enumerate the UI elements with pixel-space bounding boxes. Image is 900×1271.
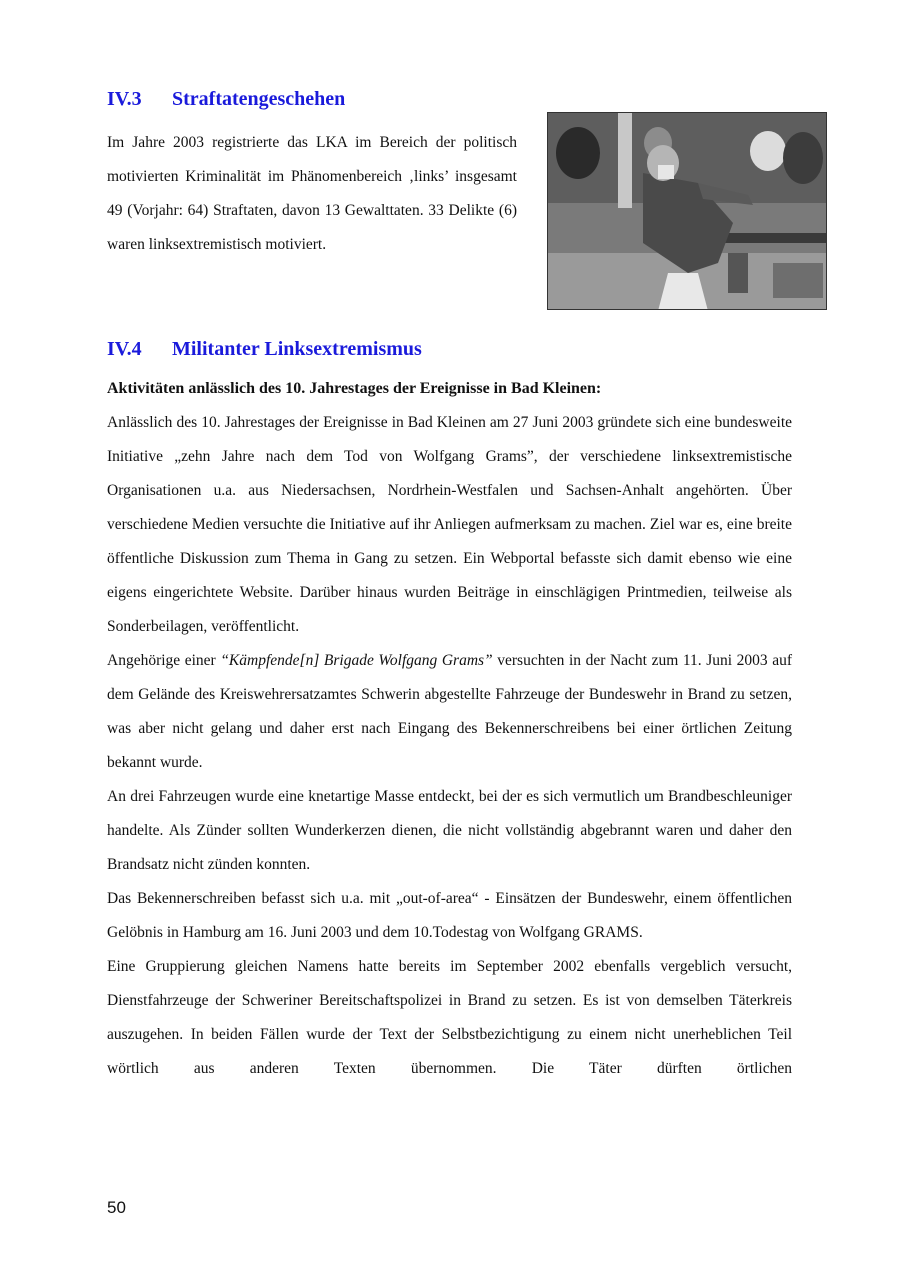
paragraph-rest: versuchten in der Nacht zum 11. Juni 2003 auf dem Gelände des Kreiswehrersatzamtes Schwerin abgestellte Fahrzeuge der Bundeswehr in Brand zu setzen, was aber nicht gelang und daher erst nach Eingang des Bekennerschreibens bei einer örtlichen Zeitung bekannt wurde. — [107, 652, 792, 771]
section-heading-iv3 — [107, 88, 345, 111]
section-number: IV.4 — [107, 338, 142, 360]
page-number: 50 — [107, 1198, 126, 1217]
subheading: Aktivitäten anlässlich des 10. Jahrestages der Ereignisse in Bad Kleinen: — [107, 380, 602, 397]
group-name: “Kämpfende[n] Brigade Wolfgang Grams” — [220, 652, 493, 669]
paragraph: Anlässlich des 10. Jahrestages der Ereignisse in Bad Kleinen am 27 Juni 2003 gründete sich eine bundesweite Initiative „zehn Jahre nach dem Tod von Wolfgang Grams”, der verschiedene linksextremistische Organisationen u.a. aus Niedersachsen, Nordrhein-Westfalen und Sachsen-Anhalt angehörten. Über verschiedene Medien versuchte die Initiative auf ihr Anliegen aufmerksam zu machen. Ziel war es, eine breite öffentliche Diskussion zum Thema in Gang zu setzen. Ein Webportal befasste sich damit ebenso wie eine eigens eingerichtete Website. Darüber hinaus wurden Beiträge in einschlägigen Printmedien, teilweise als Sonderbeilagen, veröffentlicht. — [107, 414, 792, 635]
paragraph: An drei Fahrzeugen wurde eine knetartige Masse entdeckt, bei der es sich vermutlich um Brandbeschleuniger handelte. Als Zünder sollten Wunderkerzen dienen, die nicht vollständig abgebrannt waren und daher den Brandsatz nicht zünden konnten. — [107, 788, 792, 873]
section-title: Straftatengeschehen — [172, 88, 346, 110]
intro-paragraph: Im Jahre 2003 registrierte das LKA im Bereich der politisch motivierten Kriminalität im Phänomenbereich ‚links’ insgesamt 49 (Vorjahr: 64) Straftaten, davon 13 Gewalttaten. 33 Delikte (6) waren linksextremistisch motiviert. — [107, 134, 517, 253]
section-heading-iv4 — [107, 338, 422, 361]
body-text — [107, 406, 792, 1086]
section-number: IV.3 — [107, 88, 142, 110]
paragraph: Eine Gruppierung gleichen Namens hatte bereits im September 2002 ebenfalls vergeblich versucht, Dienstfahrzeuge der Schweriner Bereitschaftspolizei in Brand zu setzen. Es ist von demselben Täterkreis auszugehen. In beiden Fällen wurde der Text der Selbstbezichtigung zu einem nicht unerheblichen Teil wörtlich aus anderen Texten übernommen. Die Täter dürften örtlichen — [107, 958, 792, 1077]
paragraph — [107, 644, 792, 780]
news-photo — [547, 112, 827, 310]
section-title: Militanter Linksextremismus — [172, 338, 422, 360]
paragraph: Das Bekennerschreiben befasst sich u.a. mit „out-of-area“ - Einsätzen der Bundeswehr, einem öffentlichen Gelöbnis in Hamburg am 16. Juni 2003 und dem 10.Todestag von Wolfgang GRAMS. — [107, 890, 792, 941]
paragraph-prefix: Angehörige einer — [107, 652, 216, 669]
